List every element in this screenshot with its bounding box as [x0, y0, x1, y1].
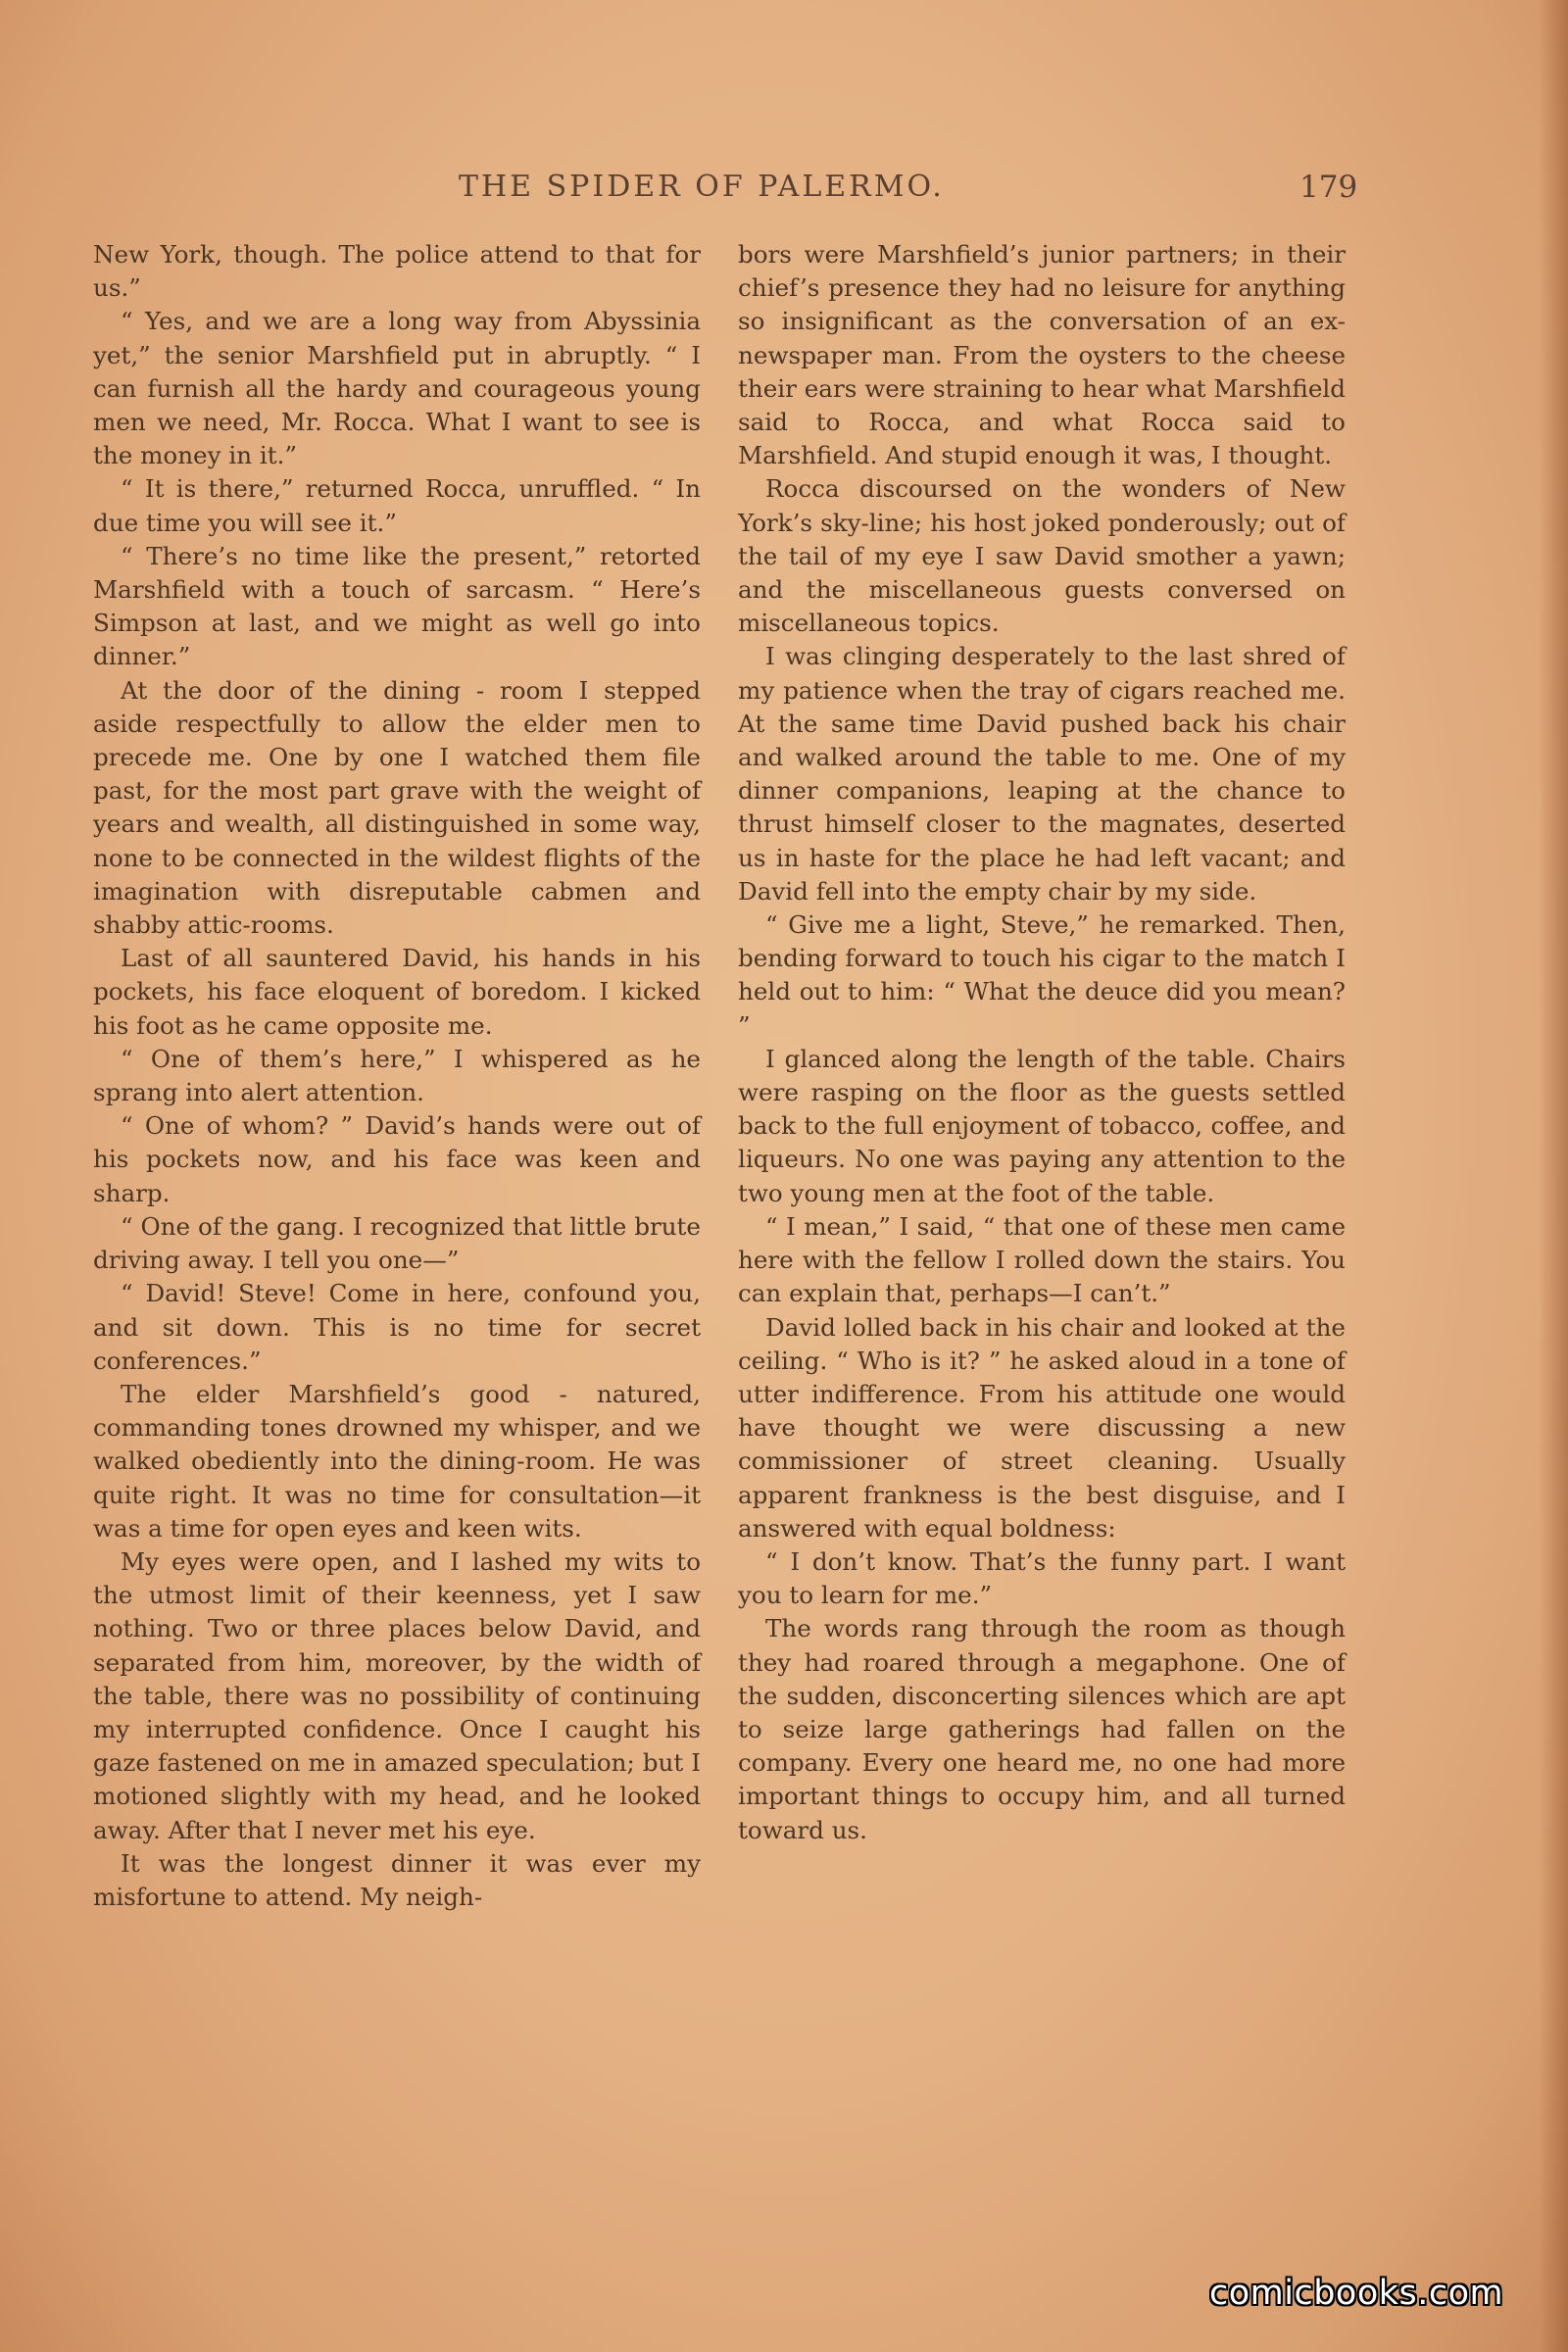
paragraph: It was the longest dinner it was ever my misfortune to attend. My neigh- — [93, 1848, 701, 1911]
watermark-logo: comicbooks.com — [1209, 2274, 1504, 2313]
page-header — [0, 170, 1568, 209]
paragraph: At the door of the dining - room I stepped aside respectfully to allow the elder men to precede me. One by one I watched them file past, for the most part grave with the weight of years and wealth, all distinguished in some way, none to be connected in the wildest flights of the imagination with disreputable cabmen and shabby attic-rooms. — [93, 675, 701, 940]
running-title: THE SPIDER OF PALERMO. — [459, 170, 945, 204]
paragraph: Last of all sauntered David, his hands in his pockets, his face eloquent of boredom. I kicked his foot as he came opposite me. — [93, 944, 701, 1040]
paragraph: I was clinging desperately to the last shred of my patience when the tray of cigars reached me. At the same time David pushed back his chair and walked around the table to me. One of my dinner companions, leaping at the chance to thrust himself closer to the magnates, deserted us in haste for the place he had left vacant; and David fell into the empty chair by my side. — [738, 642, 1346, 906]
paragraph: “ Yes, and we are a long way from Abyssinia yet,” the senior Marshfield put in abruptly. “ I can furnish all the hardy and courageous young men we need, Mr. Rocca. What I want to see is the money in it.” — [93, 307, 701, 470]
paragraph: “ One of them’s here,” I whispered as he sprang into alert attention. — [93, 1044, 701, 1107]
paragraph: “ Give me a light, Steve,” he remarked. Then, bending forward to touch his cigar to the match I held out to him: “ What the deuce did you mean? ” — [738, 910, 1346, 1040]
paragraph: The elder Marshfield’s good - natured, commanding tones drowned my whisper, and we walked obediently into the dining-room. He was quite right. It was no time for consultation—it was a time for open eyes and keen wits. — [93, 1379, 701, 1543]
paragraph: My eyes were open, and I lashed my wits to the utmost limit of their keenness, yet I saw nothing. Two or three places below David, and separated from him, moreover, by the width of the table, there was no possibility of continuing my interrupted confidence. Once I caught his gaze fastened on me in amazed speculation; but I motioned slightly with my head, and he looked away. After that I never met his eye. — [93, 1546, 701, 1844]
paragraph: bors were Marshfield’s junior partners; in their chief’s presence they had no leisure for anything so insignificant as the conversation of an ex-newspaper man. From the oysters to the cheese their ears were straining to hear what Marshfield said to Rocca, and what Rocca said to Marshfield. And stupid enough it was, I thought. — [738, 240, 1346, 470]
paragraph: “ It is there,” returned Rocca, unruffled. “ In due time you will see it.” — [93, 474, 701, 537]
paragraph: “ One of whom? ” David’s hands were out of his pockets now, and his face was keen and sharp. — [93, 1111, 701, 1207]
paragraph: “ I don’t know. That’s the funny part. I want you to learn for me.” — [738, 1546, 1346, 1610]
paragraph: “ One of the gang. I recognized that little brute driving away. I tell you one—” — [93, 1211, 701, 1275]
right-text-column — [738, 238, 1346, 1847]
paragraph: The words rang through the room as though they had roared through a megaphone. One of the sudden, disconcerting silences which are apt to seize large gatherings had fallen on the company. Every one heard me, no one had more important things to occupy him, and all turned toward us. — [738, 1614, 1346, 1844]
left-text-column — [93, 238, 701, 1914]
paragraph: David lolled back in his chair and looked at the ceiling. “ Who is it? ” he asked aloud in a tone of utter indifference. From his attitude one would have thought we were discussing a new commissioner of street cleaning. Usually apparent frankness is the best disguise, and I answered with equal boldness: — [738, 1312, 1346, 1543]
paragraph: “ David! Steve! Come in here, confound you, and sit down. This is no time for secret conferences.” — [93, 1279, 701, 1375]
page-edge-shadow — [1539, 0, 1568, 2352]
paragraph: “ I mean,” I said, “ that one of these men came here with the fellow I rolled down the stairs. You can explain that, perhaps—I can’t.” — [738, 1211, 1346, 1308]
page-number: 179 — [1299, 170, 1358, 205]
paragraph: Rocca discoursed on the wonders of New York’s sky-line; his host joked ponderously; out of the tail of my eye I saw David smother a yawn; and the miscellaneous guests conversed on miscellaneous topics. — [738, 474, 1346, 638]
paragraph: New York, though. The police attend to that for us.” — [93, 240, 701, 303]
paragraph: “ There’s no time like the present,” retorted Marshfield with a touch of sarcasm. “ Here’s Simpson at last, and we might as well go into dinner.” — [93, 541, 701, 671]
paragraph: I glanced along the length of the table. Chairs were rasping on the floor as the guests settled back to the full enjoyment of tobacco, coffee, and liqueurs. No one was paying any attention to the two young men at the foot of the table. — [738, 1044, 1346, 1207]
